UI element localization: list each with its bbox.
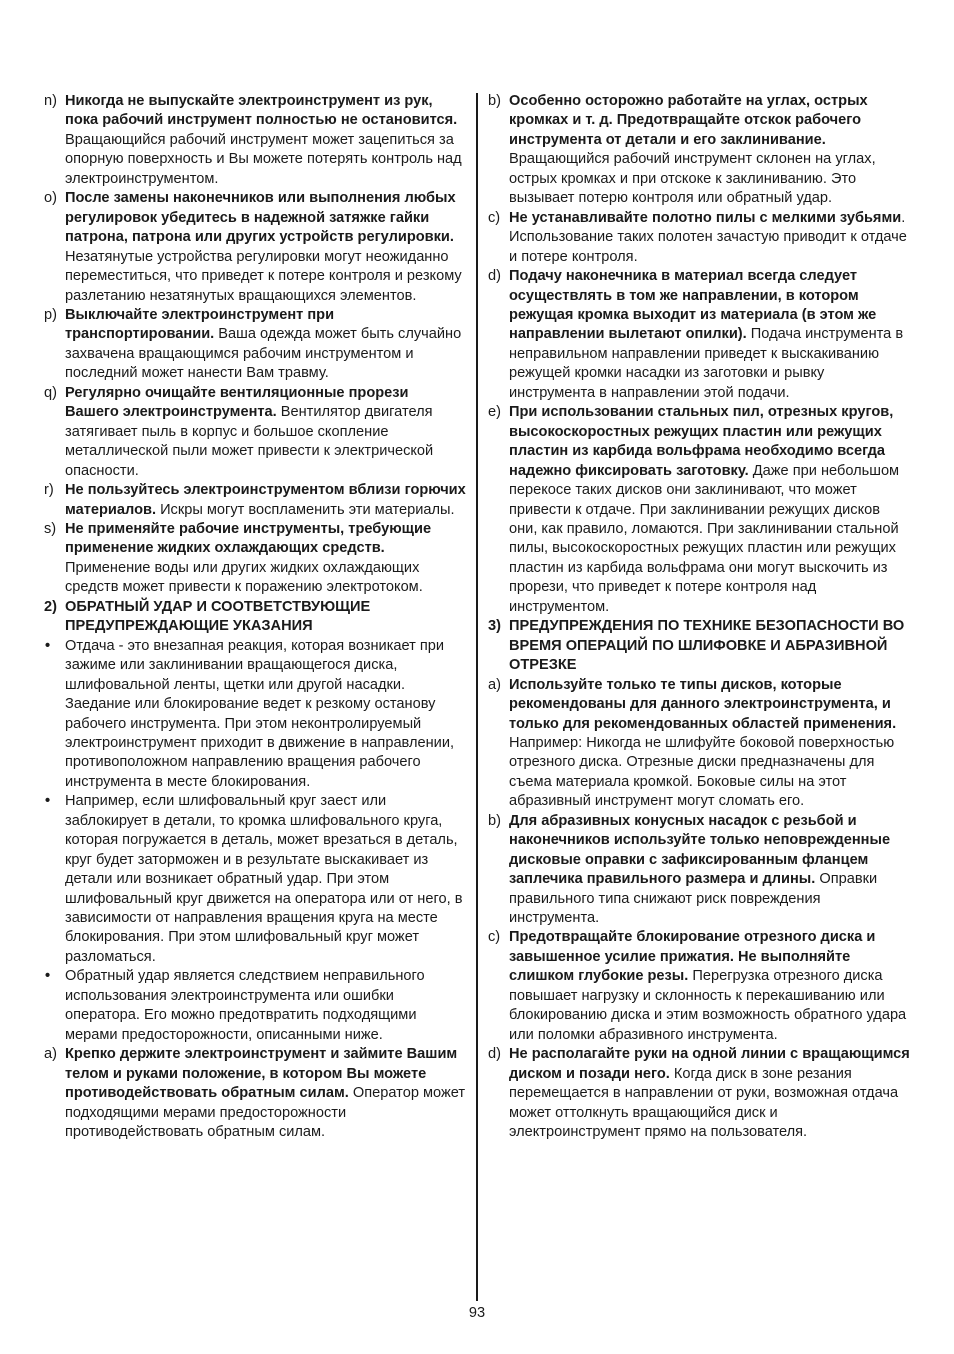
instruction-bold-text: Регулярно очищайте вентиляционные прорези Вашего электроинструмента. <box>65 384 409 421</box>
instruction-bold-text: После замены наконечников или выполнения любых регулировок убедитесь в надежной затяжке гайки патрона, патрона или других устройств регулировки. <box>65 190 456 246</box>
column-divider <box>476 93 478 1301</box>
instruction-p <box>44 306 466 384</box>
item-marker: a) <box>488 676 501 693</box>
instruction-bold-text: Особенно осторожно работайте на углах, острых кромках и т. д. Предотвращайте отскок рабочего инструмента от детали и его заклинивание. <box>509 93 868 148</box>
instruction-bold-text: Подачу наконечника в материал всегда следует осуществлять в том же направлении, в котором режущая кромка выходит из материала (в этом же направлении вылетают опилки). <box>509 268 877 343</box>
page-number: 93 <box>468 1305 486 1321</box>
item-marker: a) <box>44 1046 57 1063</box>
instruction-bold-text: Используйте только те типы дисков, которые рекомендованы для данного электроинструмента, и только для рекомендованных областей применения. <box>509 676 897 732</box>
item-marker: q) <box>44 384 57 401</box>
instruction-text: Незатянутые устройства регулировки могут неожиданно переместиться, что приведет к потере контроля и резкому разлетанию незатянутых вращающихся элементов. <box>65 248 462 304</box>
instruction-bold-text: Крепко держите электроинструмент и займите Вашим телом и руками положение, в котором Вы можете противодействовать обратным силам. <box>65 1046 458 1102</box>
bullet-icon: • <box>45 968 51 985</box>
instruction-bold-text: Не применяйте рабочие инструменты, требующие применение жидких охлаждающих средств. <box>65 520 432 557</box>
instruction-text: Даже при небольшом перекосе таких дисков они заклинивают, что может привести к отдаче. При заклинивании режущих дисков они, как правило, ломаются. При заклинивании стальной пилы, высокоскоростных режущих пластин или режущих пластин из карбида вольфрама они могут выскочить из прорези, что приведет к потере контроля над инструментом. <box>509 462 900 615</box>
instruction-c-grinding <box>488 928 912 1045</box>
instruction-bold-text: Предотвращайте блокирование отрезного диска и завышенное усилие прижатия. Не выполняйте слишком глубокие резы. <box>509 929 876 985</box>
item-marker: o) <box>44 190 57 207</box>
instruction-text: Перегрузка отрезного диска повышает нагрузку и склонность к перекашиванию или блокированию диска и этим возможность обратного удара или поломки абразивного инструмента. <box>509 968 907 1043</box>
item-marker: c) <box>488 209 501 226</box>
instruction-s <box>44 520 466 598</box>
instruction-bold-text: Не устанавливайте полотно пилы с мелкими зубьями <box>509 209 902 226</box>
instruction-text: Искры могут воспламенить эти материалы. <box>156 501 455 518</box>
item-marker: s) <box>44 520 57 537</box>
instruction-text: Вращающийся рабочий инструмент может зацепиться за опорную поверхность и Вы можете потерять контроль над электроинструментом. <box>65 131 462 187</box>
instruction-bold-text: Для абразивных конусных насадок с резьбой и наконечников используйте только неповрежденные дисковые оправки с зафиксированным фланцем заплечика правильного размера и длины. <box>509 812 891 888</box>
instruction-d-kickback <box>488 267 912 403</box>
bullet-text: Обратный удар является следствием неправильного использования электроинструмента или ошибки оператора. Его можно предотвратить подходящими мерами предосторожности, описанными ниже. <box>65 968 425 1043</box>
bullet-text: Отдача - это внезапная реакция, которая возникает при зажиме или заклинивании вращающегося диска, шлифовальной ленты, щетки или другой насадки. Заедание или блокирование ведет к резкому останову рабочего инструмента. При этом неконтролируемый электроинструмент приходит в движение в направлении, противоположном направлению вращения рабочего инструмента в месте блокирования. <box>65 637 455 790</box>
section-heading-grinding <box>488 617 912 675</box>
item-marker: e) <box>488 404 501 421</box>
item-marker: c) <box>488 929 501 946</box>
instruction-text: Вентилятор двигателя затягивает пыль в корпус и большое скопление металлической пыли может привести к электрической опасности. <box>65 404 434 479</box>
instruction-a-grinding <box>488 676 912 812</box>
instruction-bold-text: При использовании стальных пил, отрезных кругов, высокоскоростных режущих пластин или режущих пластин из карбида вольфрама необходимо всегда надежно фиксировать заготовку. <box>509 404 894 479</box>
bullet-item <box>44 967 466 1045</box>
instruction-n <box>44 92 466 189</box>
instruction-bold-text: Не располагайте руки на одной линии с вращающимся диском и позади него. <box>509 1046 910 1082</box>
section-number: 3) <box>488 618 501 635</box>
instruction-b-kickback <box>488 92 912 209</box>
instruction-a-kickback <box>44 1045 466 1142</box>
section-title: ПРЕДУПРЕЖДЕНИЯ ПО ТЕХНИКЕ БЕЗОПАСНОСТИ ВО ВРЕМЯ ОПЕРАЦИЙ ПО ШЛИФОВКЕ И АБРАЗИВНОЙ ОТРЕЗКЕ <box>509 618 905 674</box>
bullet-icon: • <box>45 637 51 654</box>
section-heading-kickback <box>44 598 466 637</box>
left-column <box>44 92 466 1142</box>
instruction-r <box>44 481 466 520</box>
bullet-item <box>44 792 466 967</box>
instruction-text: Подача инструмента в неправильном направлении приведет к выскакиванию режущей кромки насадки из заготовки и рывку инструмента в направлении этой подачи. <box>509 326 904 401</box>
item-marker: r) <box>44 482 54 499</box>
instruction-q <box>44 384 466 481</box>
section-number: 2) <box>44 598 57 615</box>
instruction-e-kickback <box>488 403 912 617</box>
item-marker: d) <box>488 1046 501 1063</box>
item-marker: p) <box>44 306 57 323</box>
item-marker: b) <box>488 812 501 829</box>
instruction-text: Применение воды или других жидких охлаждающих средств может привести к поражению электротоком. <box>65 559 423 596</box>
instruction-d-grinding <box>488 1045 912 1142</box>
instruction-text: Когда диск в зоне резания перемещается в направлении от руки, возможная отдача может оттолкнуть вращающийся диск и электроинструмент прямо на пользователя. <box>509 1065 899 1141</box>
item-marker: d) <box>488 268 501 285</box>
instruction-text: Ваша одежда может быть случайно захвачена вращающимся рабочим инструментом и последний может нанести Вам травму. <box>65 326 462 382</box>
bullet-item <box>44 637 466 793</box>
instruction-text: Например: Никогда не шлифуйте боковой поверхностью отрезного диска. Отрезные диски предназначены для съема материала кромкой. Боковые силы на этот абразивный инструмент могут сломать его. <box>509 734 895 810</box>
instruction-text: Вращающийся рабочий инструмент склонен на углах, острых кромках и при отскоке к заклиниванию. Это вызывает потерю контроля или обратный удар. <box>509 151 876 207</box>
bullet-icon: • <box>45 793 51 810</box>
instruction-b-grinding <box>488 812 912 929</box>
item-marker: b) <box>488 93 501 109</box>
instruction-text: Оператор может подходящими мерами предосторожности противодействовать обратным силам. <box>65 1085 466 1141</box>
instruction-c-kickback <box>488 209 912 267</box>
instruction-bold-text: Не пользуйтесь электроинструментом вблизи горючих материалов. <box>65 482 466 518</box>
bullet-text: Например, если шлифовальный круг заест или заблокирует в детали, то кромка шлифовального круга, которая погружается в деталь, может врезаться в деталь, круг будет заторможен и в результате выскакивает из детали или возникает обратный удар. При этом шлифовальный круг движется на оператора или от него, в зависимости от направления вращения круга на месте блокирования. При этом шлифовальный круг может разломаться. <box>65 793 463 965</box>
instruction-bold-text: Выключайте электроинструмент при транспортировании. <box>65 306 335 343</box>
instruction-text: Оправки правильного типа снижают риск повреждения инструмента. <box>509 871 878 927</box>
instruction-bold-text: Никогда не выпускайте электроинструмент из рук, пока рабочий инструмент полностью не остановится. <box>65 93 458 129</box>
section-title: ОБРАТНЫЙ УДАР И СООТВЕТСТВУЮЩИЕ ПРЕДУПРЕЖДАЮЩИЕ УКАЗАНИЯ <box>65 598 371 635</box>
instruction-o <box>44 189 466 306</box>
item-marker: n) <box>44 93 57 109</box>
right-column <box>488 92 912 1142</box>
instruction-text: . Использование таких полотен зачастую приводит к отдаче и потере контроля. <box>509 209 907 265</box>
